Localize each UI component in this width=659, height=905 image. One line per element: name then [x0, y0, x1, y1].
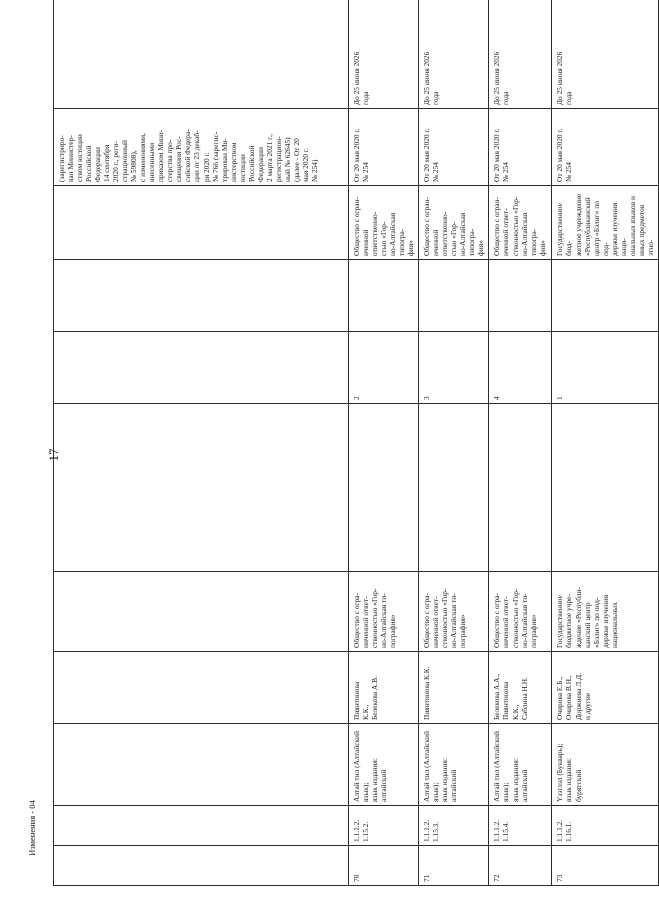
- cell-extra: [489, 260, 552, 332]
- table-inner: [53, 33, 655, 886]
- cell-num: 71: [419, 846, 489, 886]
- table-row: [552, 0, 658, 886]
- cell-wide: [489, 404, 552, 572]
- top-cell-wide: [54, 404, 349, 572]
- cell-wide: [552, 404, 658, 572]
- cell-grade: 3: [419, 332, 489, 404]
- cell-deadline: До 25 июня 2026 года: [489, 0, 552, 109]
- table-row: [419, 0, 489, 886]
- cell-authors: Очирова Е.Б., Очирова В.Н., Доржиева Л.Д. и другие: [552, 652, 658, 724]
- footer-revision-note: Изменения - 04: [27, 800, 37, 856]
- cell-extra: [349, 260, 419, 332]
- table-row: [489, 0, 552, 886]
- top-cell-extra: [54, 260, 349, 332]
- cell-org: Государственное бюд- жетное учреждение «Республиканский центр «Бэлиг» по под- держке изучения наци- ональных языков и иных предметов этно-: [552, 186, 658, 260]
- cell-org: Общество с огран- иченной ответственно- стью «Гор- но-Алтайская типогра- фия»: [419, 186, 489, 260]
- cell-grade: 2: [349, 332, 419, 404]
- cell-org: Общество с огран- иченной ответственно- стью «Гор- но-Алтайская типогра- фия»: [349, 186, 419, 260]
- cell-order: От 20 мая 2020 г. № 254: [419, 109, 489, 186]
- cell-title: Үзэглэл (Букварь); язык издания: бурятский: [552, 724, 658, 806]
- top-cell-org: [54, 186, 349, 260]
- cell-deadline: До 25 июня 2026 года: [419, 0, 489, 109]
- top-cell-num: [54, 846, 349, 886]
- cell-title: Алтай тил (Алтайский язык); язык издания: алтайский: [419, 724, 489, 806]
- cell-order: От 20 мая 2020 г. № 254: [552, 109, 658, 186]
- cell-authors: Белекова А.А., Пиянтинова К.К., Саблина Н.Н.: [489, 652, 552, 724]
- cell-publisher: Общество с огра- ниченной ответ- ственностью «Гор- но-Алтайская ти- пография»: [349, 572, 419, 652]
- cell-publisher: Государственное бюджетное учре- ждение «Республи- канский центр «Бэлиг» по под- держке изучения национальных: [552, 572, 658, 652]
- cell-code: 1.1.1.2. 1.15.4.: [489, 806, 552, 846]
- cell-wide: [419, 404, 489, 572]
- cell-num: 72: [489, 846, 552, 886]
- top-cell-code: [54, 806, 349, 846]
- approval-fragment: (зарегистриро- ван Министер- ством юстиции Российской Федерации 14 сентября 2020 г., реги- страционный № 59808), с изменениями, внесенными приказом Мини- стерства про- свещения Рос- сийской Федера- ции от 23 декаб- ря 2020 г. № 766 (зарегис- трирован Ми- нистерством юстиции Российской Федерации 2 марта 2021 г., регистрацион- ный № 62645) (далее - От 20 мая 2020 г. № 254): [57, 129, 319, 182]
- cell-deadline: До 25 июня 2026 года: [349, 0, 419, 109]
- top-cell-grade: [54, 332, 349, 404]
- table-row: [349, 0, 419, 886]
- cell-deadline: До 25 июня 2026 года: [552, 0, 658, 109]
- register-table-rotated: [53, 33, 655, 886]
- cell-code: 1.1.1.2. 1.15.2.: [349, 806, 419, 846]
- top-cell-title: [54, 724, 349, 806]
- cell-title: Алтай тил (Алтайский язык); язык издания: алтайский: [489, 724, 552, 806]
- cell-order: От 20 мая 2020 г. № 254: [349, 109, 419, 186]
- cell-org: Общество с огран- иченной ответ- ственностью «Гор- но-Алтайская типогра- фия»: [489, 186, 552, 260]
- cell-title: Алтай тил (Алтайский язык); язык издания: алтайский: [349, 724, 419, 806]
- top-cell-approval: [54, 109, 349, 186]
- top-cell-publisher: [54, 572, 349, 652]
- cell-publisher: Общество с огра- ниченной ответ- ственностью «Гор- но-Алтайская ти- пография»: [419, 572, 489, 652]
- cell-authors: Пиянтинова К.К., Белекова А.В.: [349, 652, 419, 724]
- textbook-register-table: [53, 0, 659, 886]
- cell-order: От 20 мая 2020 г. № 254: [489, 109, 552, 186]
- table-row-top: [54, 0, 349, 886]
- cell-extra: [419, 260, 489, 332]
- cell-code: 1.1.1.2. 1.16.1.: [552, 806, 658, 846]
- cell-extra: [552, 260, 658, 332]
- cell-code: 1.1.1.2. 1.15.3.: [419, 806, 489, 846]
- top-cell-authors: [54, 652, 349, 724]
- cell-grade: 4: [489, 332, 552, 404]
- top-cell-deadline: [54, 0, 349, 109]
- cell-authors: Пиянтинова К.К.: [419, 652, 489, 724]
- cell-num: 73: [552, 846, 658, 886]
- cell-num: 70: [349, 846, 419, 886]
- cell-publisher: Общество с огра- ниченной ответ- ственностью «Гор- но-Алтайская ти- пография»: [489, 572, 552, 652]
- cell-wide: [349, 404, 419, 572]
- page-number: 17: [46, 448, 61, 462]
- cell-grade: 1: [552, 332, 658, 404]
